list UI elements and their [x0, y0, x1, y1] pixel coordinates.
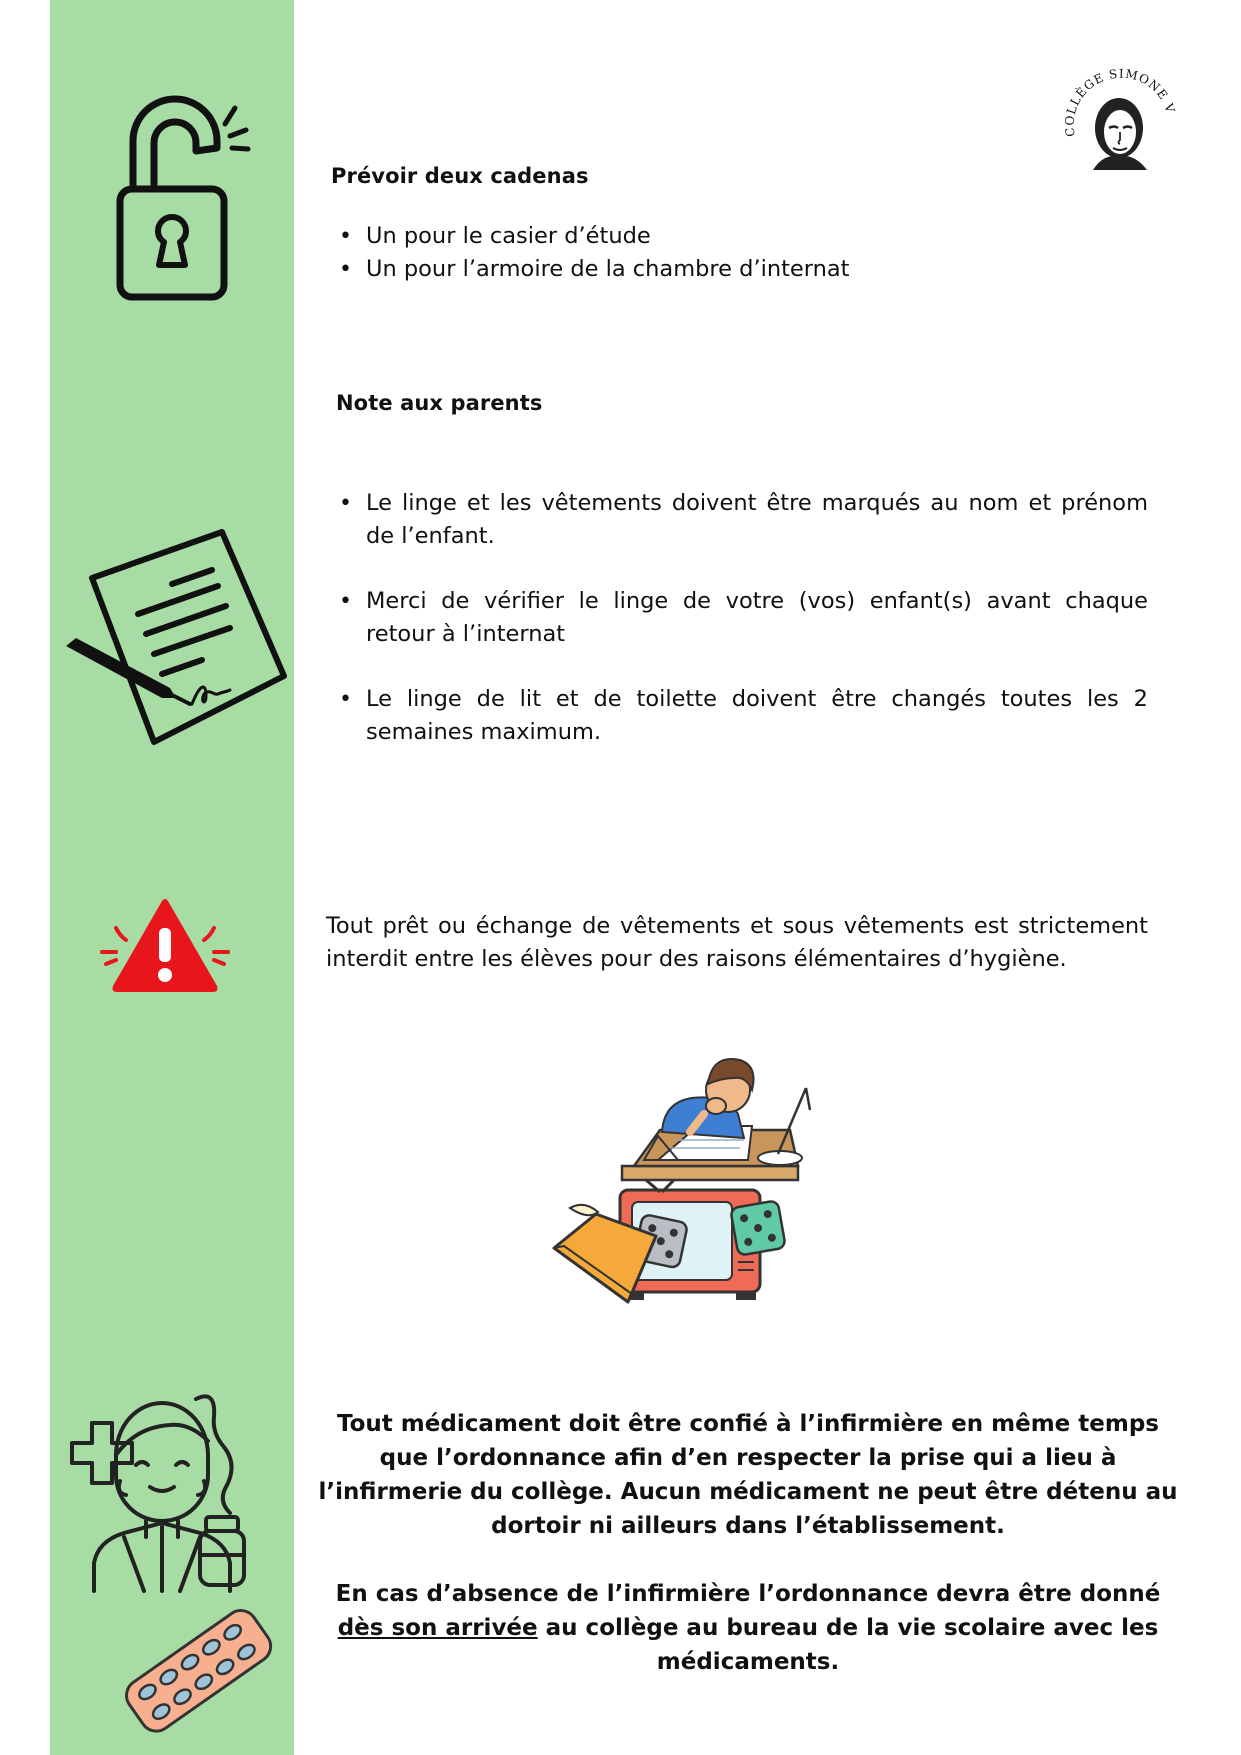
locks-list — [331, 220, 1091, 286]
list-item: • Le linge de lit et de toilette doivent être changés toutes les 2 semaines maximum. — [331, 683, 1148, 749]
document-pen-icon — [62, 528, 287, 748]
nurse-icon — [66, 1385, 266, 1595]
parents-title: Note aux parents — [336, 391, 543, 415]
list-item: • Un pour le casier d’étude — [331, 220, 1091, 253]
absence-text-start: En cas d’absence de l’infirmière l’ordonnance devra être donné — [335, 1581, 1161, 1607]
student-illustration — [550, 1040, 830, 1335]
absence-paragraph — [312, 1577, 1184, 1679]
list-item: • Un pour l’armoire de la chambre d’internat — [331, 253, 1091, 286]
college-logo — [1058, 55, 1178, 181]
warning-text: Tout prêt ou échange de vêtements et sous vêtements est strictement interdit entre les élèves pour des raisons élémentaires d’hygiène. — [326, 913, 1148, 972]
list-item: • Le linge et les vêtements doivent être marqués au nom et prénom de l’enfant. — [331, 487, 1148, 553]
medication-paragraph: Tout médicament doit être confié à l’infirmière en même temps que l’ordonnance afin d’en respecter la prise qui a lieu à l’infirmerie du collège. Aucun médicament ne peut être détenu au dortoir ni ailleurs dans l’établissement. — [318, 1411, 1178, 1539]
pills-icon — [118, 1605, 278, 1735]
underlined-arrival: dès son arrivée — [337, 1615, 538, 1641]
warning-icon — [100, 898, 230, 998]
list-item: • Merci de vérifier le linge de votre (vos) enfant(s) avant chaque retour à l’internat — [331, 585, 1148, 651]
locks-title: Prévoir deux cadenas — [331, 164, 589, 188]
parents-list — [331, 487, 1148, 749]
open-padlock-icon — [108, 86, 248, 301]
absence-text-end: au collège au bureau de la vie scolaire avec les médicaments. — [545, 1615, 1159, 1675]
svg-text:COLLÈGE SIMONE VEIL: COLLÈGE SIMONE VEIL — [1058, 55, 1178, 138]
